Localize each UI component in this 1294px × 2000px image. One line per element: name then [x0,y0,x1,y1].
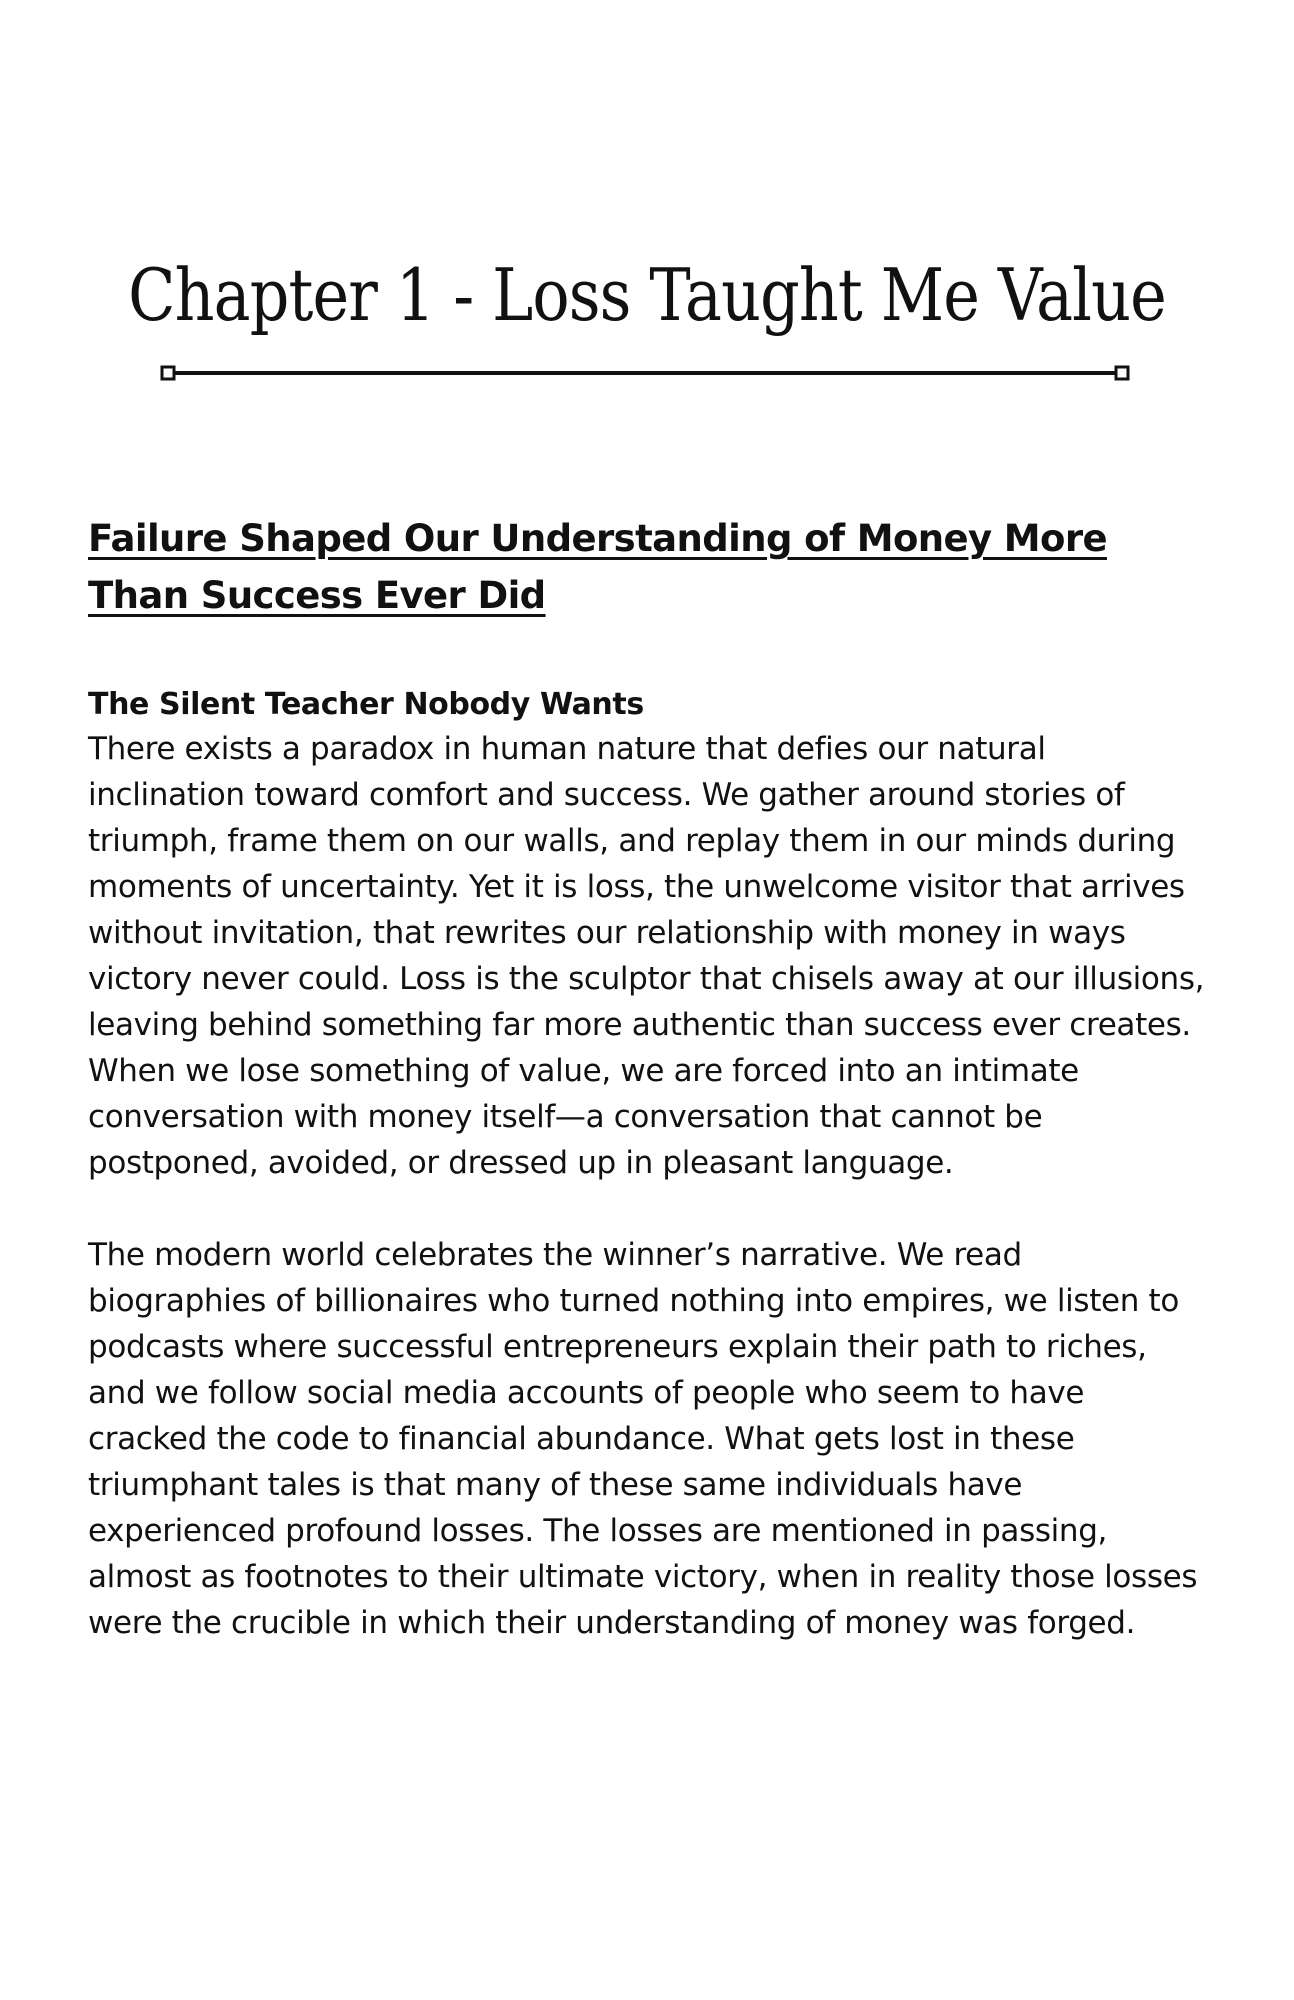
sub-heading: The Silent Teacher Nobody Wants [88,687,644,722]
title-divider [160,363,1130,383]
chapter-body [88,510,1208,1646]
divider-left-endcap [162,367,174,379]
body-paragraph: There exists a paradox in human nature that defies our natural inclination toward comfort and success. We gather around stories of triumph, frame them on our walls, and replay them in our minds during moments of uncertainty. Yet it is loss, the unwelcome visitor that arrives without invitation, that rewrites our relationship with money in ways victory never could. Loss is the sculptor that chisels away at our illusions, leaving behind something far more authentic than success ever creates. When we lose something of value, we are forced into an intimate conversation with money itself—a conversation that cannot be postponed, avoided, or dressed up in pleasant language. [88,731,1205,1181]
chapter-title: Chapter 1 - Loss Taught Me Value [128,253,1166,337]
divider-right-endcap [1116,367,1128,379]
section-heading: Failure Shaped Our Understanding of Money More Than Success Ever Did [88,517,1107,617]
body-paragraph: The modern world celebrates the winner’s narrative. We read biographies of billionaires who turned nothing into empires, we listen to podcasts where successful entrepreneurs explain their path to riches, and we follow social media accounts of people who seem to have cracked the code to financial abundance. What gets lost in these triumphant tales is that many of these same individuals have experienced profound losses. The losses are mentioned in passing, almost as footnotes to their ultimate victory, when in reality those losses were the crucible in which their understanding of money was forged. [88,1237,1198,1641]
